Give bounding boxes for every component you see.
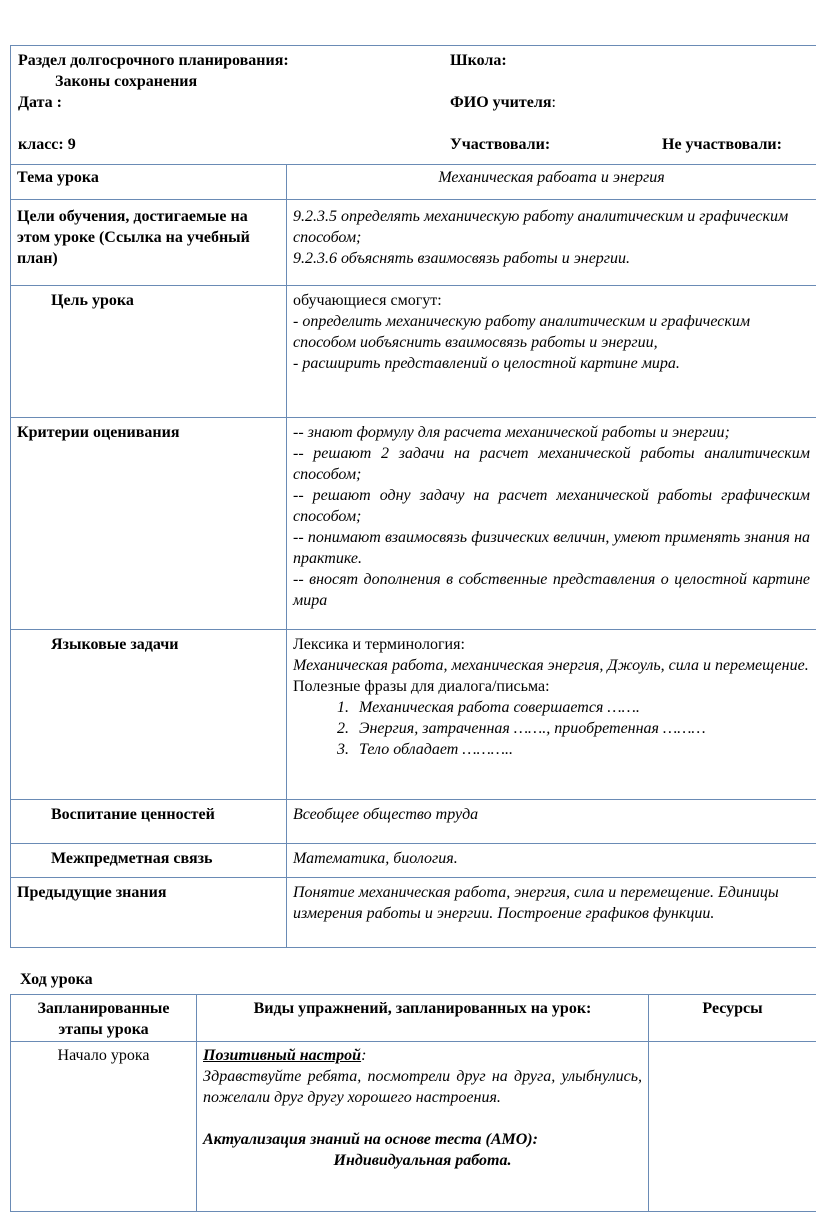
phrase-item: 1. Механическая работа совершается ……. <box>353 697 810 718</box>
section-value: Законы сохранения <box>55 73 198 90</box>
phrase-item: 2. Энергия, затраченная ……., приобретенная ……… <box>353 718 810 739</box>
aim-line: - расширить представлений о целостной картине мира. <box>293 355 680 372</box>
row1-resources <box>649 1042 816 1212</box>
teacher-label: ФИО учителя <box>450 94 552 111</box>
language-label: Языковые задачи <box>11 630 287 800</box>
criteria-line: -- решают одну задачу на расчет механической работы графическим способом; <box>293 487 810 525</box>
criteria-line: -- понимают взаимосвязь физических величин, умеют применять знания на практике. <box>293 529 810 567</box>
school-label: Школа: <box>450 52 507 69</box>
goals-value <box>287 200 816 286</box>
date-label: Дата : <box>18 94 62 111</box>
col-activities: Виды упражнений, запланированных на урок: <box>197 995 649 1042</box>
row1-title: Позитивный настрой <box>203 1047 362 1064</box>
col-stages: Запланированные этапы урока <box>11 995 197 1042</box>
prior-value: Понятие механическая работа, энергия, сила и перемещение. Единицы измерения работы и энергии. Построение графиков функции. <box>287 878 816 948</box>
language-vocab: Механическая работа, механическая энергия, Джоуль, сила и перемещение. <box>293 657 809 674</box>
lesson-heading: Ход урока <box>20 971 93 988</box>
topic-value: Механическая рабоата и энергия <box>287 165 816 200</box>
participated-label: Участвовали: <box>450 136 551 153</box>
row1-sub-title: Актуализация знаний на основе теста (АМО): <box>203 1131 538 1148</box>
lesson-plan-table <box>10 45 816 948</box>
prior-label: Предыдущие знания <box>11 878 287 948</box>
goals-label: Цели обучения, достигаемые на этом уроке (Ссылка на учебный план) <box>11 200 287 286</box>
row1-activities <box>197 1042 649 1212</box>
lesson-flow-table <box>10 994 816 1212</box>
row1-sub-center: Индивидуальная работа. <box>333 1152 512 1169</box>
col-resources: Ресурсы <box>649 995 816 1042</box>
language-value <box>287 630 816 800</box>
phrase-item: 3. Тело обладает ……….. <box>353 739 810 760</box>
cross-value: Математика, биология. <box>287 844 816 878</box>
phrases-list <box>293 697 810 760</box>
cross-label: Межпредметная связь <box>11 844 287 878</box>
row1-text: Здравствуйте ребята, посмотрели друг на друга, улыбнулись, пожелали друг другу хорошего настроения. <box>203 1068 642 1106</box>
criteria-line: -- знают формулу для расчета механической работы и энергии; <box>293 424 730 441</box>
criteria-value <box>287 418 816 630</box>
goal-line: 9.2.3.5 определять механическую работу аналитическим и графическим способом; <box>293 208 789 246</box>
class-label: класс: 9 <box>18 136 76 153</box>
section-label: Раздел долгосрочного планирования: <box>18 52 289 69</box>
row1-title-colon: : <box>361 1047 367 1064</box>
aim-value <box>287 286 816 418</box>
aim-label: Цель урока <box>11 286 287 418</box>
criteria-line: -- вносят дополнения в собственные представления о целостной картине мира <box>293 571 810 609</box>
language-vocab-title: Лексика и терминология: <box>293 636 465 653</box>
criteria-label: Критерии оценивания <box>11 418 287 630</box>
row1-title-line <box>203 1045 642 1066</box>
aim-line: - определить механическую работу аналитическим и графическим способом иобъяснить взаимосвязь работы и энергии, <box>293 313 751 351</box>
goal-line: 9.2.3.6 объяснять взаимосвязь работы и энергии. <box>293 250 631 267</box>
values-label: Воспитание ценностей <box>11 800 287 844</box>
not-participated-label: Не участвовали: <box>662 136 782 153</box>
row1-stage: Начало урока <box>11 1042 197 1212</box>
teacher-colon: : <box>551 94 556 111</box>
aim-intro: обучающиеся смогут: <box>293 292 442 309</box>
language-phrases-title: Полезные фразы для диалога/письма: <box>293 678 550 695</box>
values-value: Всеобщее общество труда <box>287 800 816 844</box>
criteria-line: -- решают 2 задачи на расчет механической работы аналитическим способом; <box>293 445 810 483</box>
topic-label: Тема урока <box>11 165 287 200</box>
